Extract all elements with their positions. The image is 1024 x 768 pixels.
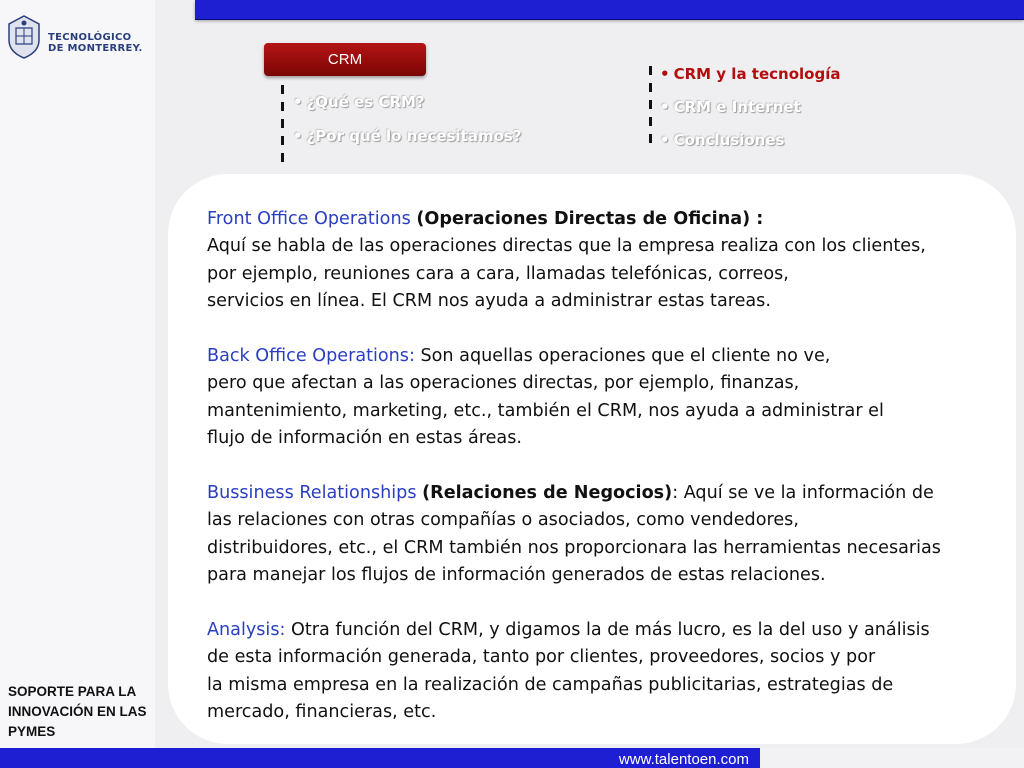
nav-item-label: CRM e Internet	[673, 98, 801, 116]
text-line: por ejemplo, reuniones cara a cara, llamadas telefónicas, correos,	[207, 263, 789, 284]
sidebar	[0, 0, 155, 748]
top-bar	[195, 0, 1024, 19]
university-logo	[6, 14, 156, 66]
nav-item-por-que[interactable]	[293, 127, 522, 145]
crm-section-tab[interactable]: CRM	[264, 43, 426, 76]
text-line: mantenimiento, marketing, etc., también el CRM, nos ayuda a administrar el	[207, 400, 884, 421]
nav-right-divider	[649, 66, 652, 150]
nav-left-divider	[281, 85, 284, 163]
text-line: para manejar los flujos de información generados de estas relaciones.	[207, 565, 826, 586]
bullet-icon: •	[660, 131, 670, 149]
logo-line-2: DE MONTERREY.	[48, 43, 143, 54]
bullet-icon: •	[293, 93, 303, 111]
sidebar-label: SOPORTE PARA LA INNOVACIÓN EN LAS PYMES	[8, 684, 147, 739]
paragraph-business-relationships	[207, 480, 1007, 590]
text-line: mercado, financieras, etc.	[207, 702, 437, 723]
paragraph-back-office	[207, 343, 1007, 453]
nav-item-crm-tecnologia[interactable]	[660, 65, 840, 83]
text-line: la misma empresa en la realización de campañas publicitarias, estrategias de	[207, 674, 894, 695]
text-line: Son aquellas operaciones que el cliente no ve,	[420, 346, 831, 367]
nav-item-label: Conclusiones	[673, 131, 785, 149]
text-line: distribuidores, etc., el CRM también nos proporcionara las herramientas necesarias	[207, 537, 941, 558]
top-bar-edge	[195, 19, 1024, 20]
nav-item-conclusiones[interactable]	[660, 131, 784, 149]
paragraph-analysis	[207, 617, 1007, 727]
footer-url-link[interactable]: www.talentoen.com	[618, 751, 749, 768]
nav-item-label: CRM y la tecnología	[673, 65, 841, 83]
text-line: pero que afectan a las operaciones directas, por ejemplo, finanzas,	[207, 373, 800, 394]
text-line: servicios en línea. El CRM nos ayuda a administrar estas tareas.	[207, 291, 771, 312]
content-body	[207, 206, 1007, 754]
text-line: : Aquí se ve la información de	[672, 483, 934, 504]
university-crest-icon	[6, 14, 42, 60]
logo-line-1: TECNOLÓGICO	[48, 32, 132, 43]
bullet-icon: •	[293, 127, 303, 145]
back-office-heading: Back Office Operations:	[207, 346, 415, 367]
front-office-subheading: (Operaciones Directas de Oficina) :	[416, 209, 764, 229]
text-line: de esta información generada, tanto por clientes, proveedores, socios y por	[207, 647, 876, 668]
business-relationships-subheading: (Relaciones de Negocios)	[422, 483, 673, 504]
nav-item-que-es-crm[interactable]	[293, 93, 425, 111]
text-line: Otra función del CRM, y digamos la de más lucro, es la del uso y análisis	[291, 620, 930, 641]
nav-item-label: ¿Qué es CRM?	[306, 93, 425, 111]
bullet-icon: •	[660, 98, 670, 116]
text-line: Aquí se habla de las operaciones directas que la empresa realiza con los clientes,	[207, 236, 926, 257]
bullet-icon: •	[660, 65, 670, 83]
business-relationships-heading: Bussiness Relationships	[207, 483, 417, 504]
footer-right-gap	[760, 748, 1024, 768]
text-line: flujo de información en estas áreas.	[207, 428, 522, 449]
paragraph-front-office	[207, 206, 1007, 316]
nav-item-label: ¿Por qué lo necesitamos?	[306, 127, 522, 145]
nav-item-crm-internet[interactable]	[660, 98, 801, 116]
front-office-heading: Front Office Operations	[207, 209, 411, 229]
text-line: las relaciones con otras compañías o asociados, como vendedores,	[207, 510, 799, 531]
analysis-heading: Analysis:	[207, 620, 286, 641]
